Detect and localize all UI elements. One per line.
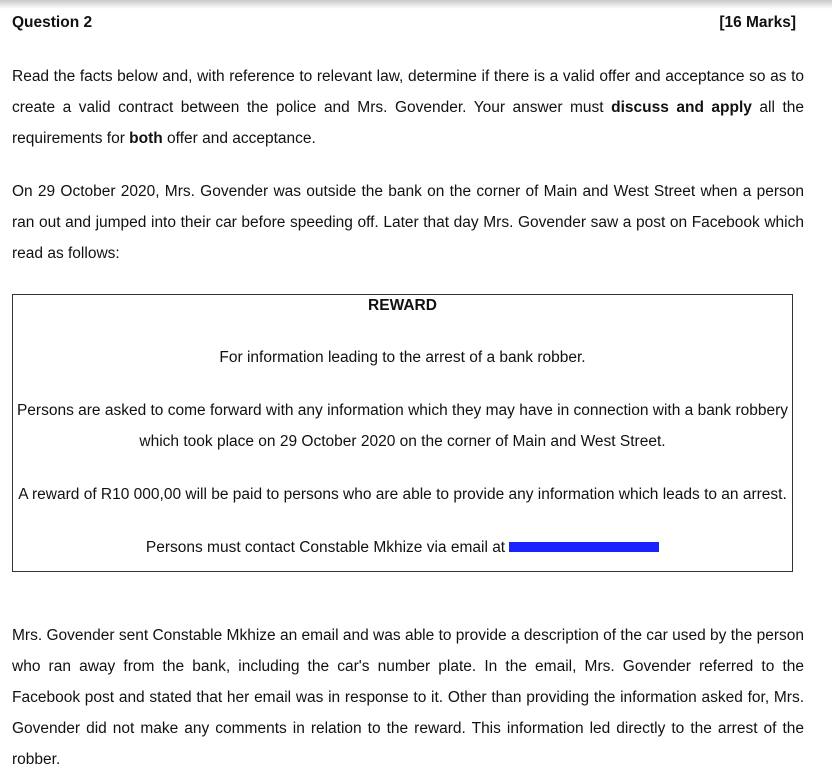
reward-line-3: which took place on 29 October 2020 on the corner of Main and West Street. (139, 433, 666, 450)
reward-line-1: For information leading to the arrest of a bank robber. (219, 349, 586, 366)
instructions-paragraph (12, 61, 804, 154)
question-header (12, 14, 796, 32)
top-shadow (0, 0, 832, 9)
reward-line-2: Persons are asked to come forward with any information which they may have in connection with a bank robbery (16, 402, 789, 419)
question-marks: [16 Marks] (719, 14, 796, 31)
facts-paragraph: On 29 October 2020, Mrs. Govender was outside the bank on the corner of Main and West Street when a person ran out and jumped into their car before speeding off. Later that day Mrs. Govender saw a post on Facebook which read as follows: (12, 183, 804, 262)
instructions-bold-2: both (129, 130, 163, 147)
reward-title: REWARD (368, 297, 437, 314)
reward-contact-line (13, 539, 792, 557)
outcome-paragraph: Mrs. Govender sent Constable Mkhize an email and was able to provide a description of the car used by the person who ran away from the bank, including the car's number plate. In the email, Mrs. Govender referred to the Facebook post and stated that her email was in response to it. Other than providing the information asked for, Mrs. Govender did not make any comments in relation to the reward. This information led directly to the arrest of the robber. (12, 627, 804, 768)
reward-notice-box (12, 294, 793, 572)
question-title: Question 2 (12, 14, 93, 31)
instructions-bold-1: discuss and apply (611, 99, 752, 116)
instructions-text-2: all the requirements for (12, 99, 804, 147)
redacted-email (509, 542, 659, 552)
instructions-text-3: offer and acceptance. (162, 130, 316, 147)
reward-line-4: A reward of R10 000,00 will be paid to persons who are able to provide any information which leads to an arrest. (18, 486, 787, 503)
reward-contact-text: Persons must contact Constable Mkhize via email at (145, 539, 506, 556)
instructions-text-1: Read the facts below and, with reference to relevant law, determine if there is a valid offer and acceptance so as to create a valid contract between the police and Mrs. Govender. Your answer must (12, 68, 804, 116)
